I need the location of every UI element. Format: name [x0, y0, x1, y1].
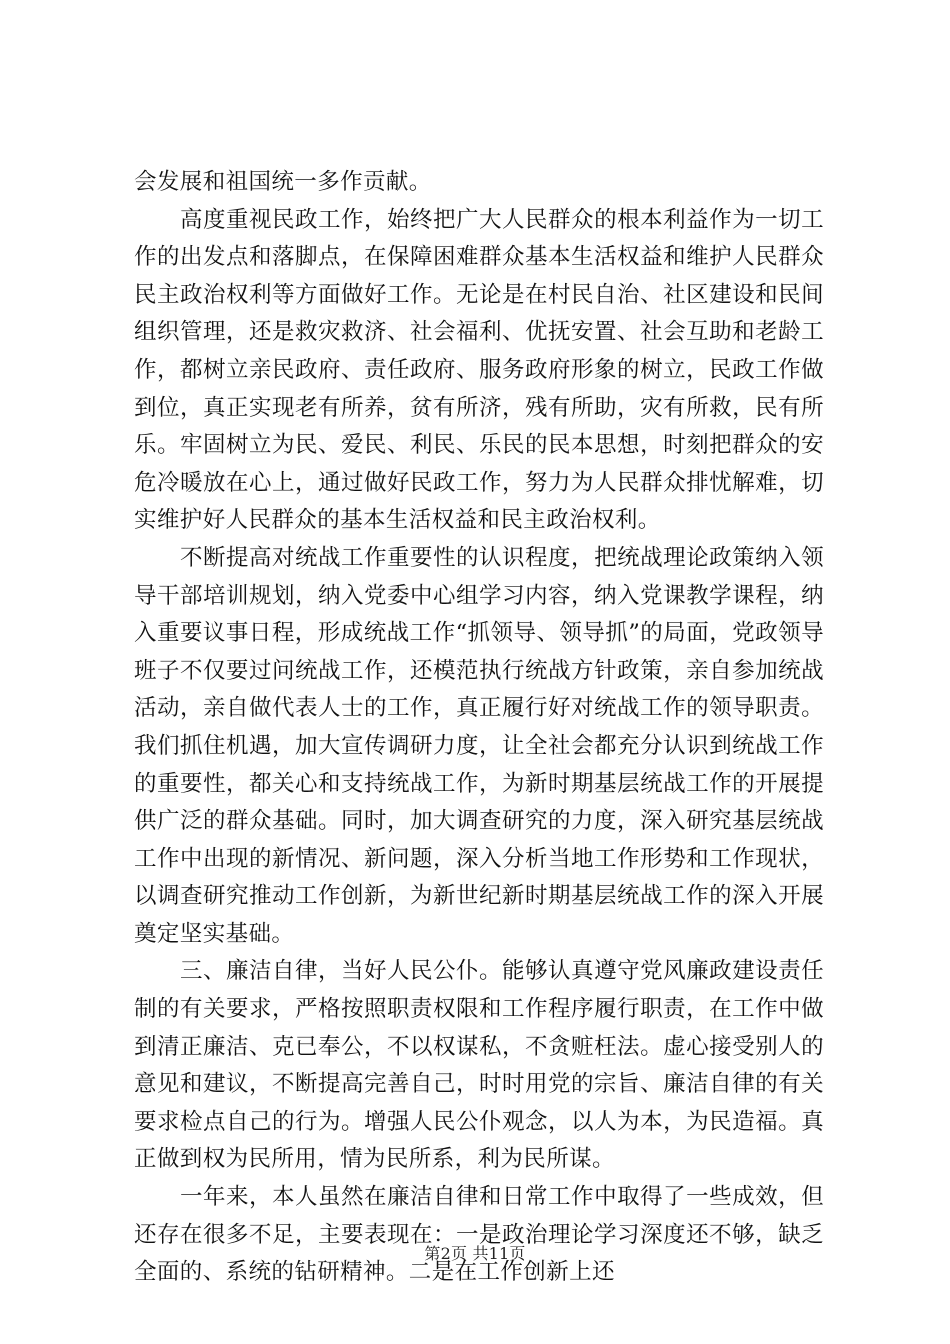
- paragraph-integrity: 三、廉洁自律，当好人民公仆。能够认真遵守党风廉政建设责任制的有关要求，严格按照职责权限和工作程序履行职责，在工作中做到清正廉洁、克已奉公，不以权谋私，不贪赃枉法。虚心接受别人的意见和建议，不断提高完善自己，时时用党的宗旨、廉洁自律的有关要求检点自己的行为。增强人民公仆观念，以人为本，为民造福。真正做到权为民所用，情为民所系，利为民所谋。: [134, 958, 824, 1173]
- document-body: [134, 164, 824, 1292]
- paragraph-united-front: 不断提高对统战工作重要性的认识程度，把统战理论政策纳入领导干部培训规划，纳入党委中心组学习内容，纳入党课教学课程，纳入重要议事日程，形成统战工作“抓领导、领导抓”的局面，党政领导班子不仅要过问统战工作，还模范执行统战方针政策，亲自参加统战活动，亲自做代表人士的工作，真正履行好对统战工作的领导职责。我们抓住机遇，加大宣传调研力度，让全社会都充分认识到统战工作的重要性，都关心和支持统战工作，为新时期基层统战工作的开展提供广泛的群众基础。同时，加大调查研究的力度，深入研究基层统战工作中出现的新情况、新问题，深入分析当地工作形势和工作现状，以调查研究推动工作创新，为新世纪新时期基层统战工作的深入开展奠定坚实基础。: [134, 544, 824, 947]
- page-number-footer: 第2页 共11页: [424, 1244, 526, 1263]
- paragraph-civil-affairs: 高度重视民政工作，始终把广大人民群众的根本利益作为一切工作的出发点和落脚点，在保障困难群众基本生活权益和维护人民群众民主政治权利等方面做好工作。无论是在村民自治、社区建设和民间组织管理，还是救灾救济、社会福利、优抚安置、社会互助和老龄工作，都树立亲民政府、责任政府、服务政府形象的树立，民政工作做到位，真正实现老有所养，贫有所济，残有所助，灾有所救，民有所乐。牢固树立为民、爱民、利民、乐民的民本思想，时刻把群众的安危冷暖放在心上，通过做好民政工作，努力为人民群众排忧解难，切实维护好人民群众的基本生活权益和民主政治权利。: [134, 206, 824, 534]
- paragraph-shortcomings: 一年来，本人虽然在廉洁自律和日常工作中取得了一些成效，但还存在很多不足，主要表现在：一是政治理论学习深度还不够，缺乏全面的、系统的钻研精神。二是在工作创新上还: [134, 1184, 824, 1286]
- paragraph-continuation: 会发展和祖国统一多作贡献。: [134, 169, 432, 195]
